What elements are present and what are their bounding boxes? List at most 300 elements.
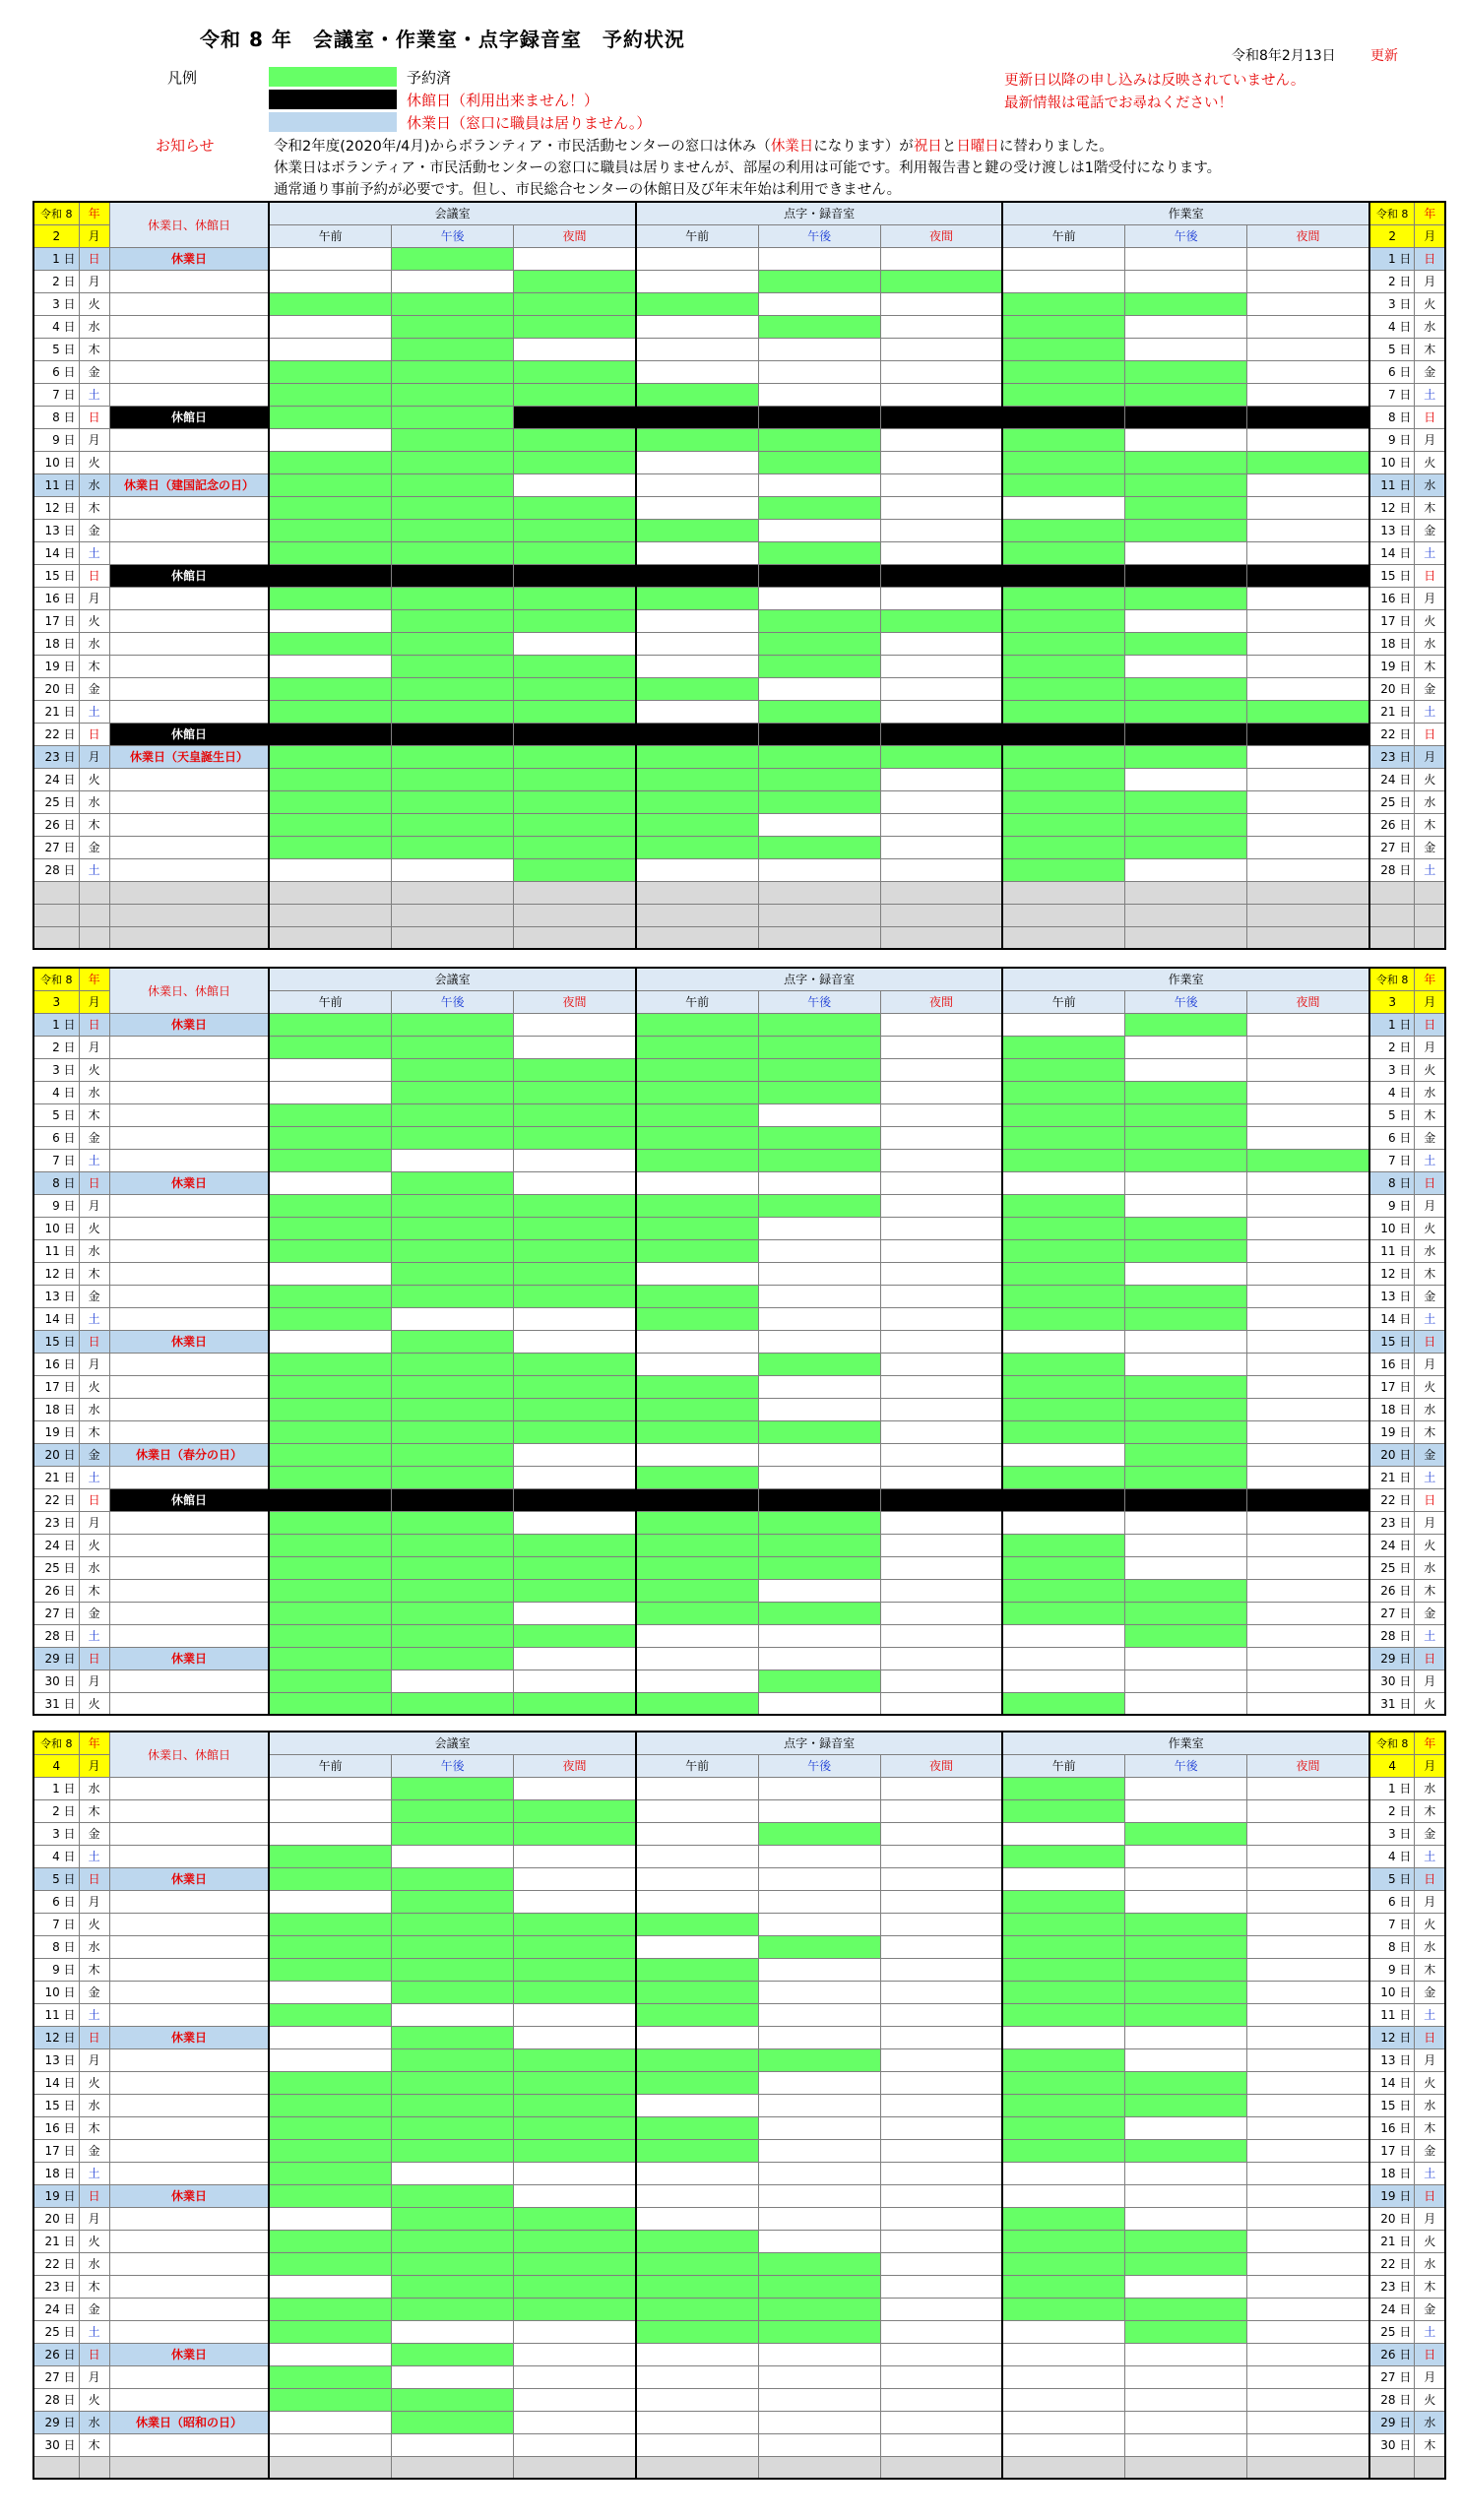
empty-row <box>33 926 1445 949</box>
weekday: 月 <box>79 745 109 768</box>
open-slot <box>1002 2433 1124 2456</box>
day-number: 10 日 <box>1369 1981 1415 2003</box>
empty-cell <box>109 904 269 926</box>
closed-slot <box>269 564 391 587</box>
weekday: 月 <box>79 587 109 609</box>
open-slot <box>880 2094 1002 2116</box>
day-number: 3 日 <box>33 292 79 315</box>
year-unit: 年 <box>1415 968 1445 990</box>
open-slot <box>269 858 391 881</box>
open-slot <box>269 2343 391 2365</box>
open-slot <box>636 338 758 360</box>
reserved-slot <box>269 383 391 406</box>
open-slot <box>880 2071 1002 2094</box>
holiday-note <box>109 292 269 315</box>
holiday-note <box>109 451 269 473</box>
empty-cell <box>1369 904 1415 926</box>
weekday: 水 <box>1415 2252 1445 2275</box>
open-slot <box>880 1579 1002 1602</box>
day-number: 21 日 <box>1369 700 1415 723</box>
reserved-slot <box>1002 1466 1124 1488</box>
closed-slot <box>636 406 758 428</box>
reserved-slot <box>269 677 391 700</box>
reserved-slot <box>514 2275 636 2298</box>
reserved-slot <box>391 406 513 428</box>
day-number: 5 日 <box>33 1867 79 1890</box>
open-slot <box>758 1443 880 1466</box>
reserved-slot <box>636 2298 758 2320</box>
empty-cell <box>1247 2456 1369 2479</box>
open-slot <box>514 2433 636 2456</box>
weekday: 木 <box>1415 496 1445 519</box>
day-number: 24 日 <box>1369 2298 1415 2320</box>
slot-header: 午前 <box>636 1754 758 1777</box>
day-row <box>33 2162 1445 2184</box>
empty-cell <box>1415 926 1445 949</box>
holiday-note <box>109 2116 269 2139</box>
open-slot <box>1247 2298 1369 2320</box>
reserved-slot <box>1125 2230 1247 2252</box>
empty-cell <box>514 2456 636 2479</box>
page-title: 令和 8 年 会議室・作業室・点字録音室 予約状況 <box>200 28 685 51</box>
year-unit: 年 <box>79 1732 109 1754</box>
day-number: 13 日 <box>33 2048 79 2071</box>
weekday: 火 <box>79 451 109 473</box>
reserved-slot <box>636 1398 758 1420</box>
room-header: 会議室 <box>269 968 636 990</box>
day-number: 17 日 <box>33 1375 79 1398</box>
open-slot <box>1247 2162 1369 2184</box>
open-slot <box>880 2026 1002 2048</box>
day-number: 9 日 <box>1369 1194 1415 1217</box>
reserved-slot <box>636 1149 758 1171</box>
empty-cell <box>269 2456 391 2479</box>
open-slot <box>880 1171 1002 1194</box>
empty-cell <box>109 2456 269 2479</box>
reserved-slot <box>1002 768 1124 790</box>
day-row <box>33 632 1445 655</box>
open-slot <box>514 1443 636 1466</box>
reserved-slot <box>269 1353 391 1375</box>
reserved-slot <box>514 1058 636 1081</box>
reserved-slot <box>514 1958 636 1981</box>
note-header: 休業日、休館日 <box>109 1732 269 1777</box>
open-slot <box>514 2365 636 2388</box>
weekday: 木 <box>79 2275 109 2298</box>
day-row <box>33 1602 1445 1624</box>
reserved-slot <box>391 473 513 496</box>
day-number: 11 日 <box>33 1239 79 1262</box>
weekday: 日 <box>79 1330 109 1353</box>
day-number: 6 日 <box>1369 1890 1415 1913</box>
open-slot <box>880 383 1002 406</box>
open-slot <box>880 2320 1002 2343</box>
open-slot <box>1125 1890 1247 1913</box>
day-number: 29 日 <box>33 1647 79 1670</box>
reserved-slot <box>1002 2094 1124 2116</box>
reserved-slot <box>1125 292 1247 315</box>
open-slot <box>269 609 391 632</box>
reserved-slot <box>1002 1149 1124 1171</box>
reserved-slot <box>514 768 636 790</box>
reserved-slot <box>1002 1602 1124 1624</box>
day-number: 15 日 <box>1369 1330 1415 1353</box>
day-number: 12 日 <box>33 496 79 519</box>
reserved-slot <box>514 790 636 813</box>
open-slot <box>1247 1262 1369 1285</box>
reserved-slot <box>269 519 391 541</box>
reserved-slot <box>1125 790 1247 813</box>
weekday: 水 <box>79 1556 109 1579</box>
weekday: 火 <box>1415 2071 1445 2094</box>
day-number: 16 日 <box>33 587 79 609</box>
holiday-note <box>109 428 269 451</box>
reserved-slot <box>636 836 758 858</box>
open-slot <box>636 473 758 496</box>
open-slot <box>269 2048 391 2071</box>
reserved-slot <box>514 541 636 564</box>
day-number: 26 日 <box>33 1579 79 1602</box>
reserved-slot <box>880 609 1002 632</box>
open-slot <box>636 1822 758 1845</box>
reserved-slot <box>1002 2298 1124 2320</box>
day-number: 7 日 <box>1369 1913 1415 1935</box>
empty-cell <box>79 904 109 926</box>
weekday: 月 <box>79 1890 109 1913</box>
reserved-slot <box>391 2230 513 2252</box>
reserved-slot <box>269 1398 391 1420</box>
open-slot <box>880 1670 1002 1692</box>
open-slot <box>1002 1013 1124 1036</box>
weekday: 木 <box>79 2433 109 2456</box>
reserved-slot <box>636 587 758 609</box>
open-slot <box>1125 1353 1247 1375</box>
weekday: 火 <box>1415 2388 1445 2411</box>
room-header: 点字・録音室 <box>636 1732 1003 1754</box>
open-slot <box>1247 428 1369 451</box>
empty-cell <box>109 881 269 904</box>
open-slot <box>1125 1777 1247 1799</box>
weekday: 日 <box>1415 247 1445 270</box>
reserved-slot <box>1002 1239 1124 1262</box>
reserved-slot <box>391 383 513 406</box>
weekday: 火 <box>1415 451 1445 473</box>
day-row <box>33 1534 1445 1556</box>
open-slot <box>880 1353 1002 1375</box>
reserved-slot <box>1125 1126 1247 1149</box>
year-unit: 年 <box>1415 1732 1445 1754</box>
reserved-slot <box>1125 2320 1247 2343</box>
closed-slot <box>1247 723 1369 745</box>
room-header: 作業室 <box>1002 202 1369 224</box>
open-slot <box>758 292 880 315</box>
reserved-slot <box>391 1126 513 1149</box>
day-number: 25 日 <box>1369 790 1415 813</box>
reserved-slot <box>391 519 513 541</box>
reserved-slot <box>758 541 880 564</box>
reserved-slot <box>1002 1262 1124 1285</box>
weekday: 土 <box>79 1466 109 1488</box>
open-slot <box>636 1262 758 1285</box>
reserved-slot <box>758 609 880 632</box>
reserved-slot <box>391 1981 513 2003</box>
reserved-slot <box>636 292 758 315</box>
day-number: 14 日 <box>33 2071 79 2094</box>
open-slot <box>1247 383 1369 406</box>
reserved-slot <box>636 813 758 836</box>
weekday: 金 <box>79 1126 109 1149</box>
reserved-slot <box>1002 1420 1124 1443</box>
open-slot <box>880 655 1002 677</box>
open-slot <box>1247 2048 1369 2071</box>
open-slot <box>391 2003 513 2026</box>
weekday: 日 <box>79 406 109 428</box>
holiday-note <box>109 1466 269 1488</box>
holiday-note <box>109 2003 269 2026</box>
day-number: 16 日 <box>33 2116 79 2139</box>
day-number: 2 日 <box>1369 1036 1415 1058</box>
open-slot <box>880 1913 1002 1935</box>
closed-slot <box>758 723 880 745</box>
empty-cell <box>79 926 109 949</box>
reserved-slot <box>514 1285 636 1307</box>
open-slot <box>880 813 1002 836</box>
weekday: 木 <box>1415 2275 1445 2298</box>
holiday-note: 休館日 <box>109 406 269 428</box>
reserved-slot <box>758 1149 880 1171</box>
reserved-slot <box>636 1981 758 2003</box>
weekday: 日 <box>1415 1647 1445 1670</box>
holiday-note <box>109 496 269 519</box>
empty-cell <box>1247 926 1369 949</box>
open-slot <box>1125 1534 1247 1556</box>
weekday: 木 <box>1415 813 1445 836</box>
open-slot <box>1002 2411 1124 2433</box>
holiday-note <box>109 2388 269 2411</box>
weekday: 月 <box>1415 745 1445 768</box>
day-number: 11 日 <box>1369 473 1415 496</box>
weekday: 土 <box>79 2320 109 2343</box>
day-number: 11 日 <box>33 473 79 496</box>
holiday-note <box>109 1692 269 1715</box>
day-number: 15 日 <box>33 2094 79 2116</box>
reserved-slot <box>391 2207 513 2230</box>
day-number: 23 日 <box>33 745 79 768</box>
open-slot <box>1247 655 1369 677</box>
reserved-slot <box>1125 1466 1247 1488</box>
day-row <box>33 1398 1445 1420</box>
holiday-note <box>109 1217 269 1239</box>
holiday-note <box>109 1036 269 1058</box>
weekday: 木 <box>79 813 109 836</box>
day-row <box>33 1647 1445 1670</box>
open-slot <box>1247 1624 1369 1647</box>
reserved-slot <box>636 519 758 541</box>
open-slot <box>269 1058 391 1081</box>
closed-slot <box>1125 406 1247 428</box>
weekday: 火 <box>1415 1692 1445 1715</box>
open-slot <box>1247 270 1369 292</box>
day-row <box>33 519 1445 541</box>
empty-cell <box>391 904 513 926</box>
open-slot <box>1125 2388 1247 2411</box>
open-slot <box>758 473 880 496</box>
reserved-slot <box>636 1375 758 1398</box>
day-row <box>33 1890 1445 1913</box>
open-slot <box>1125 1511 1247 1534</box>
holiday-note <box>109 1511 269 1534</box>
legend-text-closed: 休館日（利用出来ません！） <box>407 92 600 109</box>
open-slot <box>758 1647 880 1670</box>
reserved-slot <box>514 451 636 473</box>
day-row <box>33 2433 1445 2456</box>
open-slot <box>1247 2139 1369 2162</box>
open-slot <box>758 1217 880 1239</box>
day-number: 22 日 <box>33 2252 79 2275</box>
reserved-slot <box>514 655 636 677</box>
day-row <box>33 1103 1445 1126</box>
weekday: 金 <box>79 1443 109 1466</box>
open-slot <box>514 247 636 270</box>
weekday: 水 <box>79 2411 109 2433</box>
reserved-slot <box>636 1103 758 1126</box>
weekday: 月 <box>1415 1353 1445 1375</box>
open-slot <box>1247 858 1369 881</box>
reserved-slot <box>391 813 513 836</box>
reserved-slot <box>269 1935 391 1958</box>
day-number: 18 日 <box>1369 1398 1415 1420</box>
open-slot <box>1002 2162 1124 2184</box>
weekday: 日 <box>79 1488 109 1511</box>
reserved-slot <box>269 1126 391 1149</box>
holiday-note <box>109 338 269 360</box>
reserved-slot <box>514 428 636 451</box>
weekday: 木 <box>79 1262 109 1285</box>
open-slot <box>514 1171 636 1194</box>
reserved-slot <box>1125 1420 1247 1443</box>
day-row <box>33 1307 1445 1330</box>
open-slot <box>880 1330 1002 1353</box>
open-slot <box>1125 428 1247 451</box>
open-slot <box>391 858 513 881</box>
reserved-slot <box>514 1420 636 1443</box>
holiday-note <box>109 790 269 813</box>
reserved-slot <box>391 1556 513 1579</box>
day-row <box>33 1217 1445 1239</box>
holiday-note <box>109 2094 269 2116</box>
slot-header: 夜間 <box>1247 1754 1369 1777</box>
holiday-note <box>109 2139 269 2162</box>
reserved-slot <box>636 428 758 451</box>
empty-cell <box>880 2456 1002 2479</box>
open-slot <box>1247 2320 1369 2343</box>
weekday: 火 <box>79 1692 109 1715</box>
open-slot <box>269 1262 391 1285</box>
weekday: 水 <box>79 2252 109 2275</box>
weekday: 日 <box>79 1647 109 1670</box>
open-slot <box>880 247 1002 270</box>
open-slot <box>1125 1262 1247 1285</box>
reserved-slot <box>636 1602 758 1624</box>
day-row <box>33 2116 1445 2139</box>
open-slot <box>1247 1799 1369 1822</box>
open-slot <box>880 360 1002 383</box>
day-row <box>33 1958 1445 1981</box>
open-slot <box>880 1036 1002 1058</box>
weekday: 金 <box>79 1602 109 1624</box>
open-slot <box>758 1375 880 1398</box>
closed-slot <box>758 1488 880 1511</box>
closed-slot <box>1125 564 1247 587</box>
reserved-slot <box>391 2184 513 2207</box>
note-header: 休業日、休館日 <box>109 202 269 247</box>
day-number: 5 日 <box>33 338 79 360</box>
weekday: 土 <box>1415 383 1445 406</box>
reserved-slot <box>1125 836 1247 858</box>
open-slot <box>514 632 636 655</box>
open-slot <box>1247 1375 1369 1398</box>
open-slot <box>514 2026 636 2048</box>
open-slot <box>1247 1692 1369 1715</box>
holiday-note <box>109 1556 269 1579</box>
day-row <box>33 2252 1445 2275</box>
empty-cell <box>1002 2456 1124 2479</box>
slot-header: 夜間 <box>514 1754 636 1777</box>
reserved-slot <box>636 1420 758 1443</box>
month-unit: 月 <box>79 224 109 247</box>
open-slot <box>391 2162 513 2184</box>
weekday: 水 <box>1415 1556 1445 1579</box>
day-number: 19 日 <box>1369 2184 1415 2207</box>
weekday: 木 <box>1415 338 1445 360</box>
open-slot <box>514 2184 636 2207</box>
open-slot <box>636 1777 758 1799</box>
open-slot <box>1247 360 1369 383</box>
day-row <box>33 270 1445 292</box>
open-slot <box>514 1036 636 1058</box>
reserved-slot <box>1125 2003 1247 2026</box>
open-slot <box>880 2230 1002 2252</box>
open-slot <box>880 2184 1002 2207</box>
weekday: 日 <box>1415 1013 1445 1036</box>
reserved-slot <box>391 2094 513 2116</box>
slot-header: 夜間 <box>1247 990 1369 1013</box>
open-slot <box>880 1103 1002 1126</box>
holiday-note <box>109 2320 269 2343</box>
weekday: 金 <box>79 677 109 700</box>
reserved-slot <box>636 1217 758 1239</box>
weekday: 水 <box>79 632 109 655</box>
reserved-slot <box>269 700 391 723</box>
reserved-slot <box>636 1081 758 1103</box>
open-slot <box>880 1285 1002 1307</box>
day-number: 5 日 <box>33 1103 79 1126</box>
day-number: 25 日 <box>1369 2320 1415 2343</box>
month-table-4 <box>32 1731 1446 2480</box>
weekday: 火 <box>79 1534 109 1556</box>
open-slot <box>758 2116 880 2139</box>
reserved-slot <box>758 632 880 655</box>
holiday-note <box>109 1981 269 2003</box>
day-number: 19 日 <box>33 1420 79 1443</box>
day-row <box>33 1935 1445 1958</box>
open-slot <box>269 1981 391 2003</box>
reserved-slot <box>269 836 391 858</box>
empty-row <box>33 904 1445 926</box>
open-slot <box>1002 2320 1124 2343</box>
day-row <box>33 360 1445 383</box>
open-slot <box>514 1670 636 1692</box>
